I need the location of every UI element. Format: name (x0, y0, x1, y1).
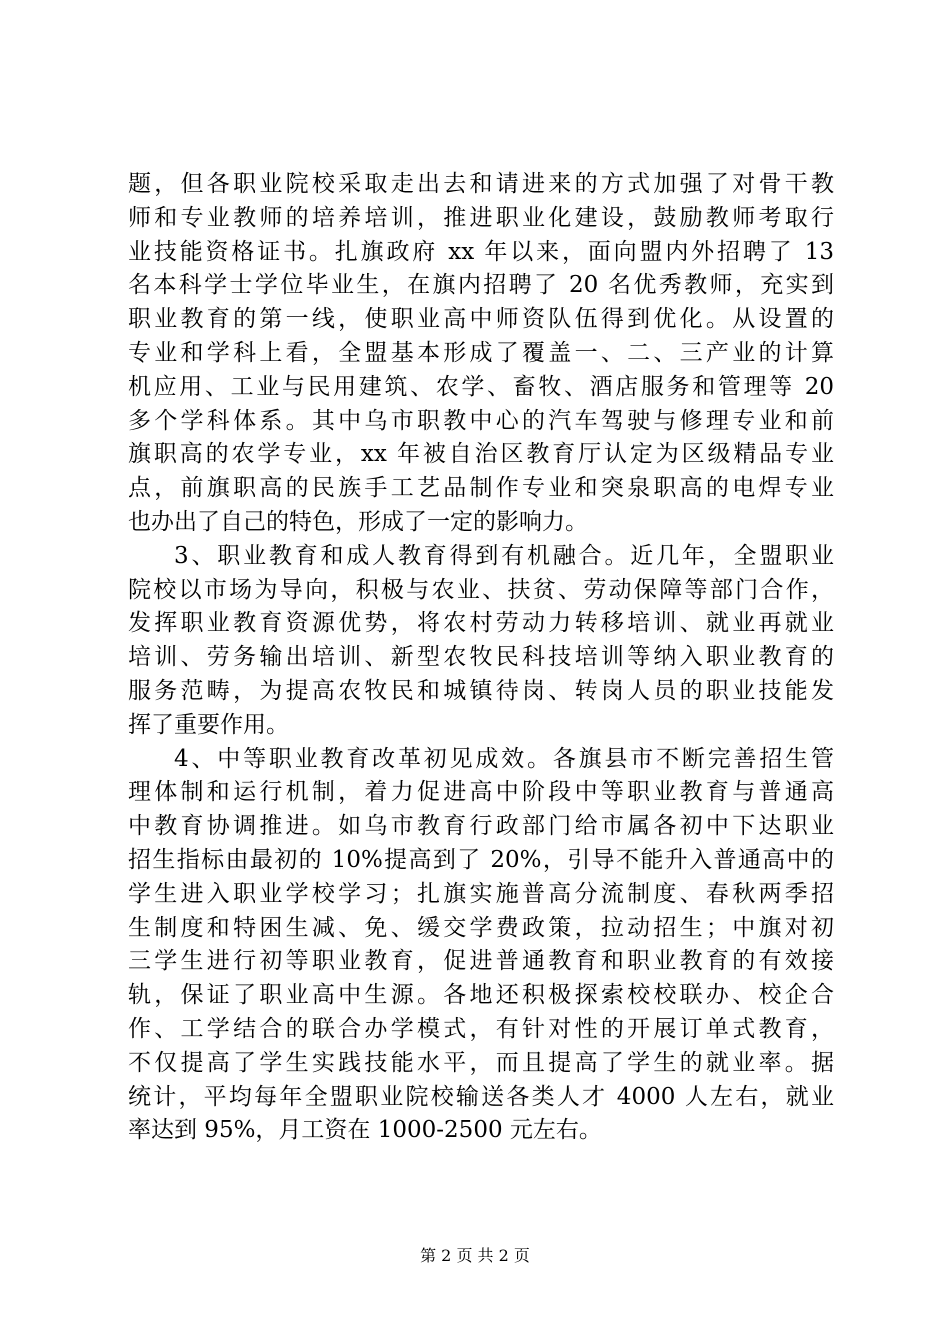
text-line: 中教育协调推进。如乌市教育行政部门给市属各初中下达职业 (128, 813, 834, 840)
text-line: 率达到 95%，月工资在 1000-2500 元左右。 (128, 1117, 602, 1144)
text-line: 理体制和运行机制，着力促进高中阶段中等职业教育与普通高 (128, 779, 834, 806)
text-line: 轨，保证了职业高中生源。各地还积极探索校校联办、校企合 (128, 982, 834, 1009)
text-line: 招生指标由最初的 10%提高到了 20%，引导不能升入普通高中的 (128, 846, 834, 873)
text-line: 师和专业教师的培养培训，推进职业化建设，鼓励教师考取行 (128, 204, 834, 231)
text-line: 挥了重要作用。 (128, 711, 289, 738)
body-text (128, 168, 834, 1148)
text-line: 培训、劳务输出培训、新型农牧民科技培训等纳入职业教育的 (128, 644, 834, 671)
text-line: 服务范畴，为提高农牧民和城镇待岗、转岗人员的职业技能发 (128, 677, 834, 704)
text-line: 不仅提高了学生实践技能水平，而且提高了学生的就业率。据 (128, 1049, 834, 1076)
page-footer: 第 2 页 共 2 页 (420, 1246, 530, 1265)
text-line: 专业和学科上看，全盟基本形成了覆盖一、二、三产业的计算 (128, 339, 834, 366)
text-line: 统计，平均每年全盟职业院校输送各类人才 4000 人左右，就业 (128, 1083, 834, 1110)
text-line: 三学生进行初等职业教育，促进普通教育和职业教育的有效接 (128, 948, 834, 975)
text-line: 名本科学士学位毕业生，在旗内招聘了 20 名优秀教师，充实到 (128, 272, 834, 299)
text-line: 职业教育的第一线，使职业高中师资队伍得到优化。从设置的 (128, 306, 834, 333)
text-line: 多个学科体系。其中乌市职教中心的汽车驾驶与修理专业和前 (128, 407, 834, 434)
text-line: 院校以市场为导向，积极与农业、扶贫、劳动保障等部门合作， (128, 576, 834, 603)
text-line: 机应用、工业与民用建筑、农学、畜牧、酒店服务和管理等 20 (128, 373, 834, 400)
text-line: 点，前旗职高的民族手工艺品制作专业和突泉职高的电焊专业 (128, 475, 834, 502)
text-line: 生制度和特困生减、免、缓交学费政策，拉动招生；中旗对初 (128, 914, 834, 941)
text-line: 作、工学结合的联合办学模式，有针对性的开展订单式教育， (128, 1015, 834, 1042)
paragraph-4-heading-line: 4、中等职业教育改革初见成效。各旗县市不断完善招生管 (174, 745, 834, 772)
text-line: 发挥职业教育资源优势，将农村劳动力转移培训、就业再就业 (128, 610, 834, 637)
text-line: 也办出了自己的特色，形成了一定的影响力。 (128, 508, 588, 535)
text-line: 学生进入职业学校学习；扎旗实施普高分流制度、春秋两季招 (128, 880, 834, 907)
text-line: 业技能资格证书。扎旗政府 xx 年以来，面向盟内外招聘了 13 (128, 238, 834, 265)
text-line: 旗职高的农学专业，xx 年被自治区教育厅认定为区级精品专业 (128, 441, 834, 468)
text-line: 题，但各职业院校采取走出去和请进来的方式加强了对骨干教 (128, 171, 834, 197)
paragraph-3-heading-line: 3、职业教育和成人教育得到有机融合。近几年，全盟职业 (174, 542, 834, 569)
